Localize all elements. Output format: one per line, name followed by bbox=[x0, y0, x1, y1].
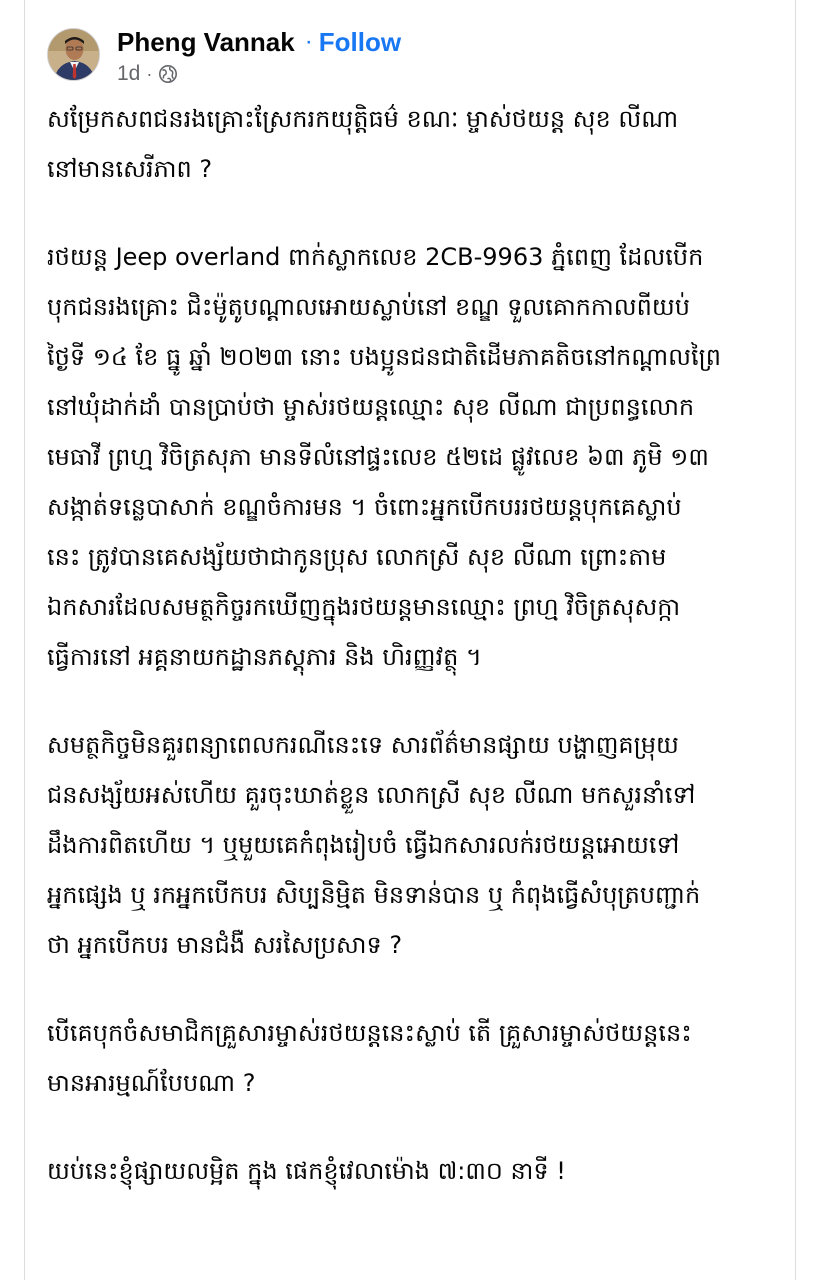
meta-separator: · bbox=[146, 63, 153, 84]
post-timestamp[interactable]: 1d bbox=[117, 62, 141, 85]
text-line: សង្កាត់ទន្លេបាសាក់ ខណ្ឌចំការមន ។ ចំពោះអ្នកបើកបររថយន្តបុកគេស្លាប់ bbox=[47, 493, 682, 521]
author-avatar[interactable] bbox=[47, 28, 100, 81]
paragraph-gap bbox=[47, 194, 787, 232]
text-line: បើគេបុកចំសមាជិកគ្រួសារម្ចាស់រថយន្តនេះស្លាប់ តើ គ្រួសារម្ចាស់ថយន្តនេះ bbox=[47, 1019, 692, 1047]
text-line: អ្នកផ្សេង ឬ រកអ្នកបើកបរ សិប្បនិម្មិត មិនទាន់បាន ឬ កំពុងធ្វើសំបុត្របញ្ជាក់ bbox=[47, 881, 701, 909]
text-line: បុកជនរងគ្រោះ ជិះម៉ូតូបណ្តាលអោយស្លាប់នៅ ខណ្ឌ ទួលគោកកាលពីយប់ bbox=[47, 293, 690, 321]
paragraph-gap bbox=[47, 682, 787, 720]
post-paragraph bbox=[47, 720, 787, 970]
post-meta bbox=[117, 62, 178, 86]
text-line: ធ្វើការនៅ អគ្គនាយកដ្ឋានភស្តុភារ និង ហិរញ្ញវត្ថុ ។ bbox=[47, 643, 482, 671]
text-line: មេធាវី ព្រហ្ម វិចិត្រសុភា មានទីលំនៅផ្ទះលេខ ៥២ដេ ផ្លូវលេខ ៦៣ ភូមិ ១៣ bbox=[47, 443, 709, 471]
post-paragraph bbox=[47, 232, 787, 682]
text-line: មានអារម្មណ៍បែបណា ? bbox=[47, 1069, 256, 1097]
post-paragraph bbox=[47, 94, 787, 194]
author-name[interactable]: Pheng Vannak bbox=[117, 26, 295, 57]
text-line: ថា អ្នកបើកបរ មានជំងឺ សរសៃប្រសាទ ? bbox=[47, 931, 403, 959]
text-line: ឯកសារដែលសមត្ថកិច្ចរកឃើញក្នុងរថយន្តមានឈ្មោះ ព្រហ្ម វិចិត្រសុសក្កា bbox=[47, 593, 681, 621]
text-line: យប់នេះខ្ញុំផ្សាយលម្អិត ក្នុង ផេកខ្ញុំវេលាម៉ោង ៧:៣០ នាទី ! bbox=[47, 1157, 566, 1185]
text-line: សមត្ថកិច្ចមិនគួរពន្យាពេលករណីនេះទេ សារព័ត៌មានផ្សាយ បង្ហាញគម្រុយ bbox=[47, 731, 679, 759]
post-paragraph bbox=[47, 1146, 787, 1196]
follow-button[interactable]: Follow bbox=[318, 26, 402, 57]
text-line: ថ្ងៃទី ១៤ ខែ ធ្នូ ឆ្នាំ ២០២៣ នោះ បងប្អូនជនជាតិដើមភាគតិចនៅកណ្តាលព្រៃ bbox=[47, 343, 722, 371]
text-line: សម្រែកសពជនរងគ្រោះស្រែករកយុត្តិធម៌ ខណៈ ម្ចាស់ថយន្ត សុខ លីណា bbox=[47, 105, 679, 133]
text-line: ជនសង្ស័យអស់ហើយ គួរចុះឃាត់ខ្លួន លោកស្រី សុខ លីណា មកសួរនាំទៅ bbox=[47, 781, 696, 809]
post-card bbox=[24, 0, 796, 1280]
paragraph-gap bbox=[47, 1108, 787, 1146]
text-line: ដឹងការពិតហើយ ។ ឬមួយគេកំពុងរៀបចំ ធ្វើឯកសារលក់រថយន្តអោយទៅ bbox=[47, 831, 680, 859]
follow-separator: · bbox=[304, 28, 313, 55]
text-line: នៅមានសេរីភាព ? bbox=[47, 155, 213, 183]
text-line: នៅឃុំដាក់ដាំ បានប្រាប់ថា ម្ចាស់រថយន្តឈ្មោះ សុខ លីណា ជាប្រពន្ធលោក bbox=[47, 393, 695, 421]
post-text bbox=[47, 94, 787, 1196]
avatar-photo bbox=[48, 29, 100, 81]
text-line: រថយន្ត Jeep overland ពាក់ស្លាកលេខ 2CB-9963 ភ្នំពេញ ដែលបើក bbox=[47, 243, 704, 271]
text-line: នេះ ត្រូវបានគេសង្ស័យថាជាកូនប្រុស លោកស្រី សុខ លីណា ព្រោះតាម bbox=[47, 543, 667, 571]
globe-icon[interactable] bbox=[158, 64, 178, 84]
author-line bbox=[117, 26, 401, 58]
post-paragraph bbox=[47, 1008, 787, 1108]
post-header bbox=[47, 26, 767, 86]
paragraph-gap bbox=[47, 970, 787, 1008]
